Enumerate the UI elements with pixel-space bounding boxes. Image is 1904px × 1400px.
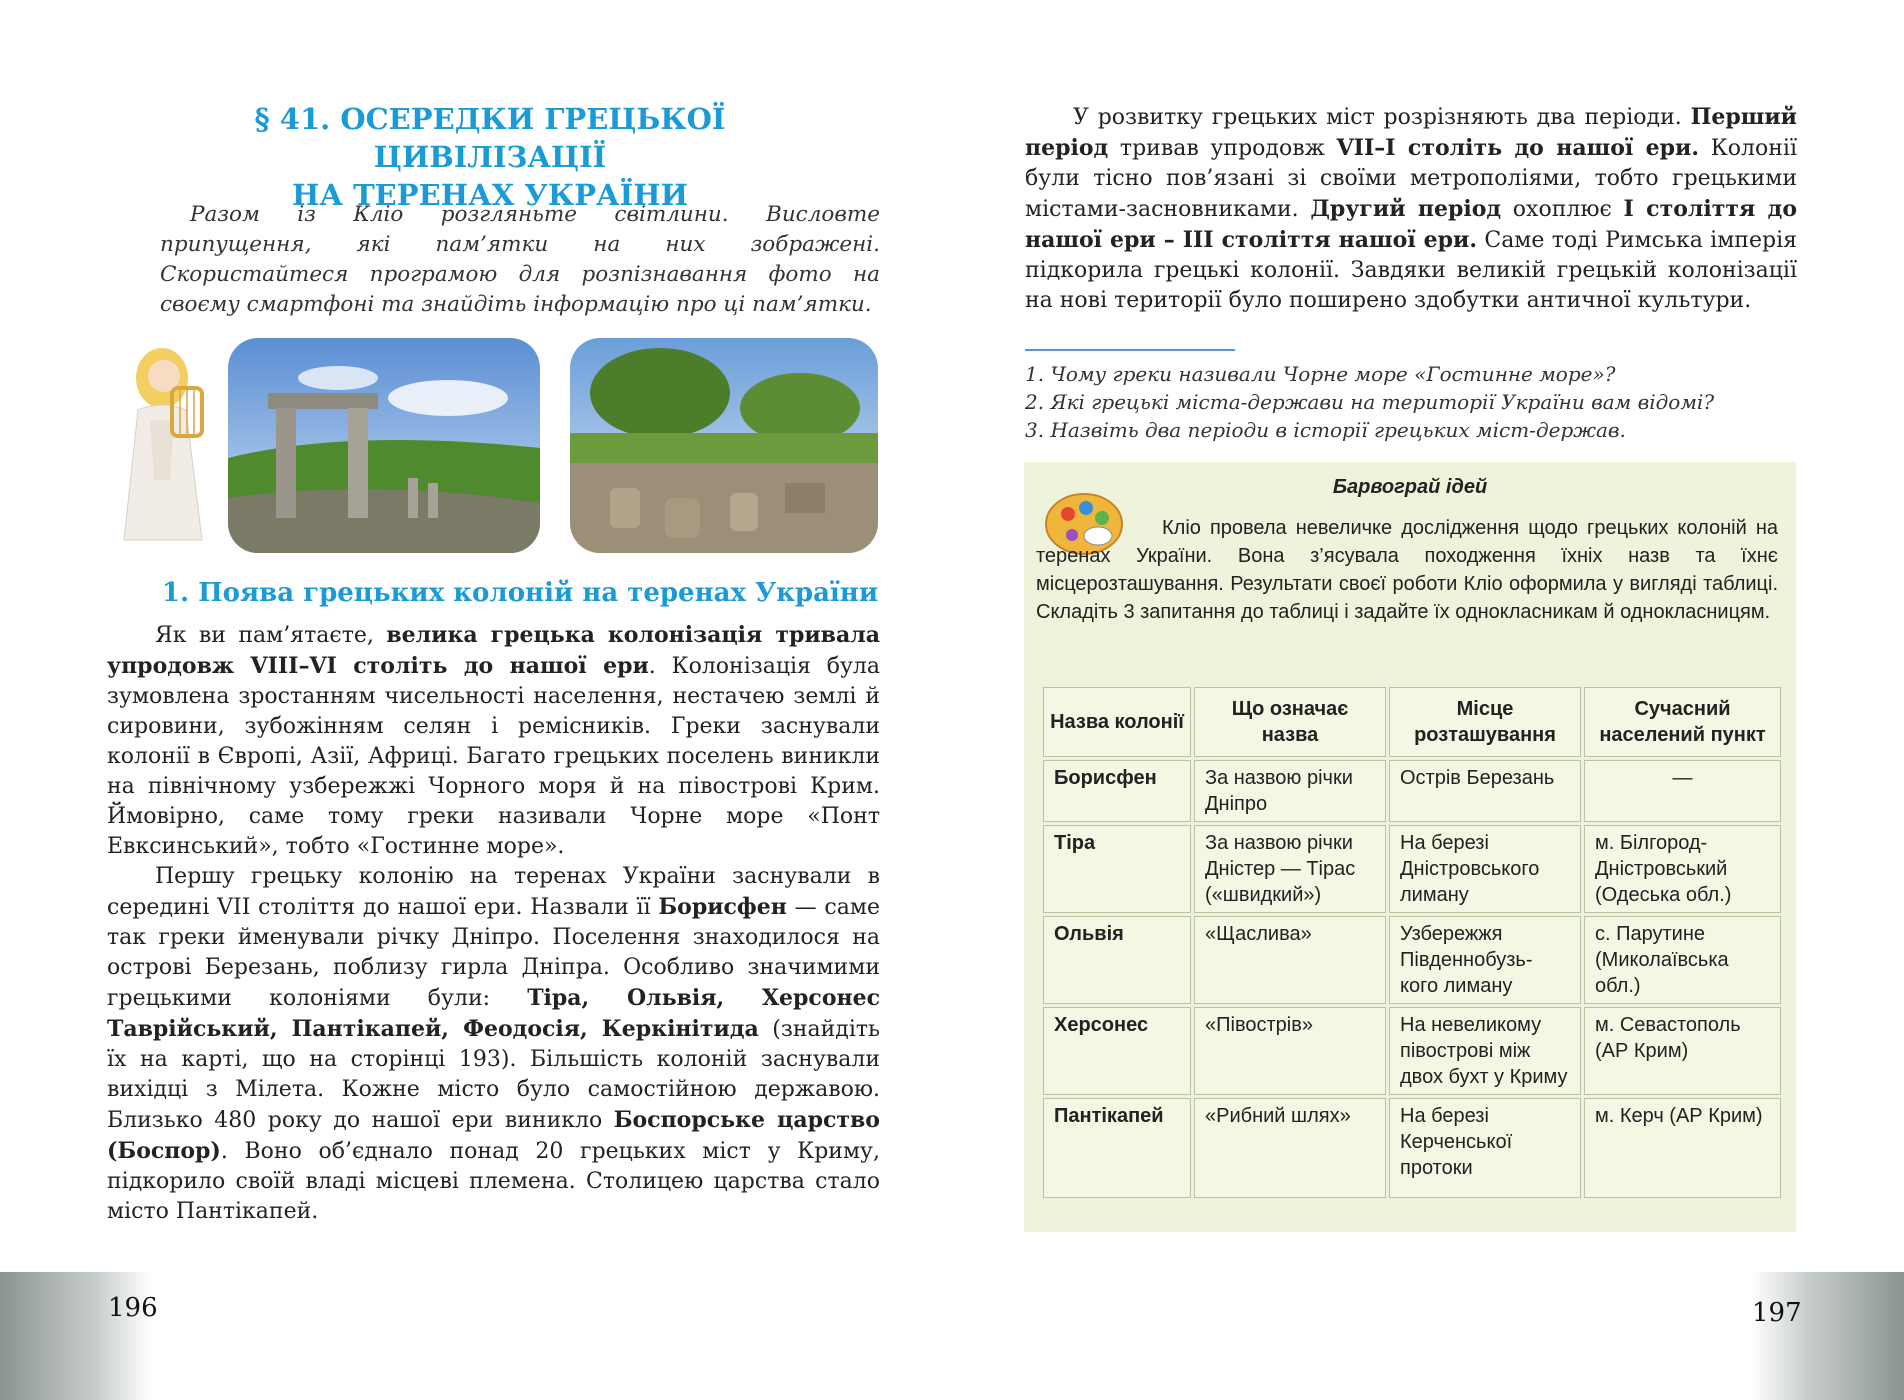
table-cell: «Півострів» <box>1194 1007 1386 1095</box>
periods-paragraph <box>1025 102 1797 316</box>
question-item: 3. Назвіть два періоди в історії грецьких міст-держав. <box>1025 418 1626 442</box>
ruins-columns-photo <box>228 338 540 553</box>
table-header-row <box>1043 687 1781 757</box>
colonies-table <box>1040 684 1784 1201</box>
periods-text-c: тривав упродовж <box>1108 136 1337 161</box>
table-cell: На березі Керченської протоки <box>1389 1098 1581 1198</box>
table-cell: с. Парутине (Миколаївська обл.) <box>1584 916 1781 1004</box>
table-row <box>1043 916 1781 1004</box>
table-cell: Борисфен <box>1043 760 1191 822</box>
table-cell: За назвою річки Дністер — Тірас («швидкий») <box>1194 825 1386 913</box>
periods-text-g: охоплює <box>1501 197 1624 222</box>
paragraph-2 <box>107 862 880 1227</box>
left-footer <box>0 1272 952 1400</box>
column-header: Місце розташування <box>1389 687 1581 757</box>
column-header: Що означає назва <box>1194 687 1386 757</box>
periods-bold-d: VII–I століть до нашої ери. <box>1336 135 1700 161</box>
klio-illustration <box>110 330 215 545</box>
periods-text-e: Колонії були тісно пов’язані зі своїми метрополіями, тобто грецькими містами-засновниками. <box>1025 136 1797 222</box>
table-cell: Ольвія <box>1043 916 1191 1004</box>
excavation-photo <box>570 338 878 553</box>
table-cell: Узбережжя Південнобузь-кого лиману <box>1389 916 1581 1004</box>
periods-text-a: У розвитку грецьких міст розрізняють два періоди. <box>1073 105 1691 130</box>
left-body-text <box>107 620 880 1227</box>
periods-bold-b: Перший період <box>1025 104 1797 161</box>
box-task-text <box>1036 514 1778 626</box>
column-header: Назва колонії <box>1043 687 1191 757</box>
p1-bold-b: велика грецька колонізація тривала упродовж VIII–VI століть до нашої ери <box>107 622 880 679</box>
table-cell: «Щаслива» <box>1194 916 1386 1004</box>
right-body-text <box>1025 102 1797 316</box>
page-number-right: 197 <box>1752 1298 1802 1328</box>
p1-text-c: . Колонізація була зумовлена зростанням чисельності населення, нестачею землі й сировини, зубожінням селян і ремісників. Греки заснували колонії в Європі, Азії, Африці. Багато грецьких поселень виникли на північному узбережжі Чорного моря й на півострові Крим. Ймовірно, саме тому греки називали Чорне море «Понт Евксинський», тобто «Гостинне море». <box>107 654 880 859</box>
table-cell: Херсонес <box>1043 1007 1191 1095</box>
periods-bold-f: Другий період <box>1310 196 1502 222</box>
p2-text-e: (знайдіть їх на карті, що на сторінці 193). Більшість колоній заснували вихідці з Мілета. Кожне місто було самостійною державою. Близько 480 року до нашої ери виникло <box>107 1017 880 1133</box>
table-row <box>1043 1007 1781 1095</box>
title-line-1: § 41. ОСЕРЕДКИ ГРЕЦЬКОЇ ЦИВІЛІЗАЦІЇ <box>254 102 726 174</box>
table-cell: м. Севастополь (АР Крим) <box>1584 1007 1781 1095</box>
table-cell: На березі Дністровського лиману <box>1389 825 1581 913</box>
table-row <box>1043 1098 1781 1198</box>
table-cell: «Рибний шлях» <box>1194 1098 1386 1198</box>
box-task-paragraph: Кліо провела невеличке дослідження щодо грецьких колоній на теренах України. Вона з’ясувала походження їхніх назв та їхнє місцерозташування. Результати своєї роботи Кліо оформила у вигляді таблиці. Складіть 3 запитання до таблиці і задайте їх однокласникам й однокласницям. <box>1036 517 1778 623</box>
p2-text-g: . Воно об’єднало понад 20 грецьких міст у Криму, підкорило своїй владі місцеві племена. Столицею царства стало місто Пантікапей. <box>107 1139 880 1224</box>
p2-bold-f: Боспорське царство (Боспор) <box>107 1107 880 1164</box>
table-cell: Пантікапей <box>1043 1098 1191 1198</box>
intro-paragraph: Разом із Кліо розгляньте світлини. Висловте припущення, які пам’ятки на них зображені. Скористайтеся програмою для розпізнавання фото на своєму смартфоні та знайдіть інформацію про ці пам’ятки. <box>160 202 880 317</box>
section-heading: 1. Поява грецьких колоній на теренах України <box>161 578 879 608</box>
table-row <box>1043 825 1781 913</box>
right-footer <box>952 1272 1904 1400</box>
p2-bold-b: Борисфен <box>658 894 787 920</box>
p2-text-c: — саме так греки йменували річку Дніпро. Поселення знаходилося на острові Березань, поблизу гирла Дніпра. Особливо значимими грецькими колоніями були: <box>107 895 880 1011</box>
question-item: 1. Чому греки називали Чорне море «Гостинне море»? <box>1025 362 1616 386</box>
table-cell: На невеликому півострові між двох бухт у Криму <box>1389 1007 1581 1095</box>
paragraph-1 <box>107 620 880 862</box>
p2-text-a: Першу грецьку колонію на теренах України заснували в середині VII століття до нашої ери. Назвали її <box>107 864 880 920</box>
question-item: 2. Які грецькі міста-держави на території України вам відомі? <box>1025 390 1715 414</box>
column-header: Сучасний населений пункт <box>1584 687 1781 757</box>
periods-text-i: Саме тоді Римська імперія підкорила грецькі колонії. Завдяки великій грецькій колонізації на нові території було поширено здобутки античної культури. <box>1025 228 1797 313</box>
table-cell: м. Керч (АР Крим) <box>1584 1098 1781 1198</box>
page-number-left: 196 <box>108 1293 158 1323</box>
questions-list <box>1025 360 1805 444</box>
periods-bold-h: I століття до нашої ери – III століття нашої ери. <box>1025 196 1797 253</box>
box-title: Барвограй ідей <box>1332 476 1488 498</box>
p1-text-a: Як ви пам’ятаєте, <box>155 623 387 648</box>
title-line-2: НА ТЕРЕНАХ УКРАЇНИ <box>291 178 689 212</box>
table-cell: м. Білгород-Дністровський (Одеська обл.) <box>1584 825 1781 913</box>
table-row <box>1043 760 1781 822</box>
p2-bold-d: Тіра, Ольвія, Херсонес Таврійський, Пантікапей, Феодосія, Керкінітида <box>107 985 881 1042</box>
page-title <box>160 100 820 214</box>
table-cell: За назвою річки Дніпро <box>1194 760 1386 822</box>
ideas-box <box>1024 462 1796 1232</box>
divider-line <box>1025 349 1235 351</box>
table-cell: — <box>1584 760 1781 822</box>
table-cell: Тіра <box>1043 825 1191 913</box>
table-cell: Острів Березань <box>1389 760 1581 822</box>
